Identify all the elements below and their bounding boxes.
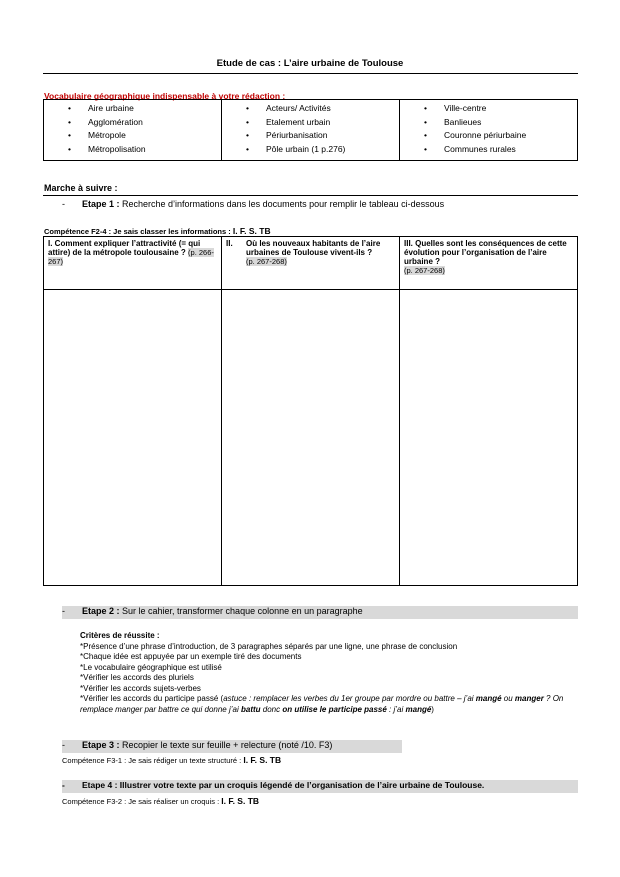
column-header-habitants — [222, 237, 400, 290]
step-3 — [62, 740, 402, 753]
question-text: I. Comment expliquer l’attractivité (= qui attire) de la métropole toulousaine ? — [48, 239, 201, 257]
criteria-item-participe: *Vérifier les accords du participe passé (astuce : remplacer les verbes du 1er groupe par mordre ou battre – j’ai mangé ou manger ? On remplace manger par battre ce qui donne j’ai battu donc on utilise le participe passé : j’ai mangé) — [80, 694, 564, 714]
criteria-item: *Présence d’une phrase d’introduction, de 3 paragraphes séparés par une ligne, une phrase de conclusion — [80, 641, 458, 651]
step-2 — [62, 606, 578, 619]
question-text: III. Quelles sont les conséquences de cette évolution pour l’organisation de l’aire urbaine ? — [404, 239, 567, 266]
competence-levels: I. F. S. TB — [232, 226, 271, 236]
column-header-consequences — [400, 237, 578, 290]
procedure-divider — [43, 195, 578, 196]
competence-label: Compétence F3-2 : Je sais réaliser un croquis : — [62, 797, 222, 806]
vocab-term: • Périurbanisation — [266, 129, 399, 143]
step-text: Recherche d’informations dans les documents pour remplir le tableau ci-dessous — [119, 199, 445, 209]
question-number: II. — [226, 239, 233, 248]
competence-f3-1 — [62, 755, 281, 765]
page-title: Etude de cas : L’aire urbaine de Toulouse — [216, 58, 404, 69]
criteria-heading: Critères de réussite : — [80, 631, 160, 640]
page-reference: (p. 267-268) — [404, 266, 445, 275]
step-label: Etape 4 : — [82, 780, 118, 790]
vocab-term: • Aire urbaine — [88, 102, 221, 116]
step-text: Sur le cahier, transformer chaque colonne en un paragraphe — [119, 606, 363, 616]
step-dash: - — [62, 606, 65, 616]
vocab-column-2 — [222, 100, 400, 161]
vocab-column-1 — [44, 100, 222, 161]
vocab-term: • Pôle urbain (1 p.276) — [266, 143, 399, 157]
criteria-item: *Chaque idée est appuyée par un exemple tiré des documents — [80, 652, 302, 661]
procedure-heading: Marche à suivre : — [44, 183, 118, 193]
column-header-attractivite — [44, 237, 222, 290]
vocab-term: • Banlieues — [444, 116, 577, 130]
step-1 — [62, 199, 578, 211]
criteria-item: *Le vocabulaire géographique est utilisé — [80, 662, 222, 672]
step-4 — [62, 780, 578, 793]
step-label: Etape 3 : — [82, 740, 120, 750]
competence-f2-4 — [44, 226, 271, 236]
success-criteria — [80, 631, 580, 715]
competence-f3-2 — [62, 796, 259, 806]
vocab-term: • Etalement urbain — [266, 116, 399, 130]
answer-cell-1[interactable] — [44, 290, 222, 586]
page-reference: (p. 267-268) — [246, 257, 287, 266]
step-label: Etape 1 : — [82, 199, 120, 209]
research-table — [43, 236, 578, 586]
step-dash: - — [62, 740, 65, 750]
page-reference: (p. 266-267) — [48, 248, 214, 266]
vocab-term: • Métropolisation — [88, 143, 221, 157]
vocab-column-3 — [400, 100, 578, 161]
competence-levels: I. F. S. TB — [243, 755, 282, 765]
step-text: Illustrer votre texte par un croquis légendé de l’organisation de l’aire urbaine de Toulouse. — [117, 780, 485, 790]
step-dash: - — [62, 780, 65, 790]
step-label: Etape 2 : — [82, 606, 120, 616]
step-text: Recopier le texte sur feuille + relecture (noté /10. F3) — [119, 740, 333, 750]
title-divider — [43, 73, 578, 74]
vocab-term: • Acteurs/ Activités — [266, 102, 399, 116]
vocab-term: • Agglomération — [88, 116, 221, 130]
step-dash: - — [62, 199, 65, 209]
answer-cell-2[interactable] — [222, 290, 400, 586]
vocab-heading: Vocabulaire géographique indispensable à votre rédaction : — [44, 91, 286, 101]
vocab-term: • Ville-centre — [444, 102, 577, 116]
vocab-table — [43, 99, 578, 161]
answer-cell-3[interactable] — [400, 290, 578, 586]
competence-levels: I. F. S. TB — [221, 796, 260, 806]
criteria-item: *Vérifier les accords sujets-verbes — [80, 683, 201, 693]
vocab-term: • Communes rurales — [444, 143, 577, 157]
competence-label: Compétence F3-1 : Je sais rédiger un texte structuré : — [62, 756, 244, 765]
question-text: Où les nouveaux habitants de l’aire urbaines de Toulouse vivent-ils ? — [246, 239, 381, 257]
vocab-term: • Couronne périurbaine — [444, 129, 577, 143]
competence-label: Compétence F2-4 : Je sais classer les informations : — [44, 227, 233, 236]
criteria-item: *Vérifier les accords des pluriels — [80, 673, 194, 682]
vocab-term: • Métropole — [88, 129, 221, 143]
